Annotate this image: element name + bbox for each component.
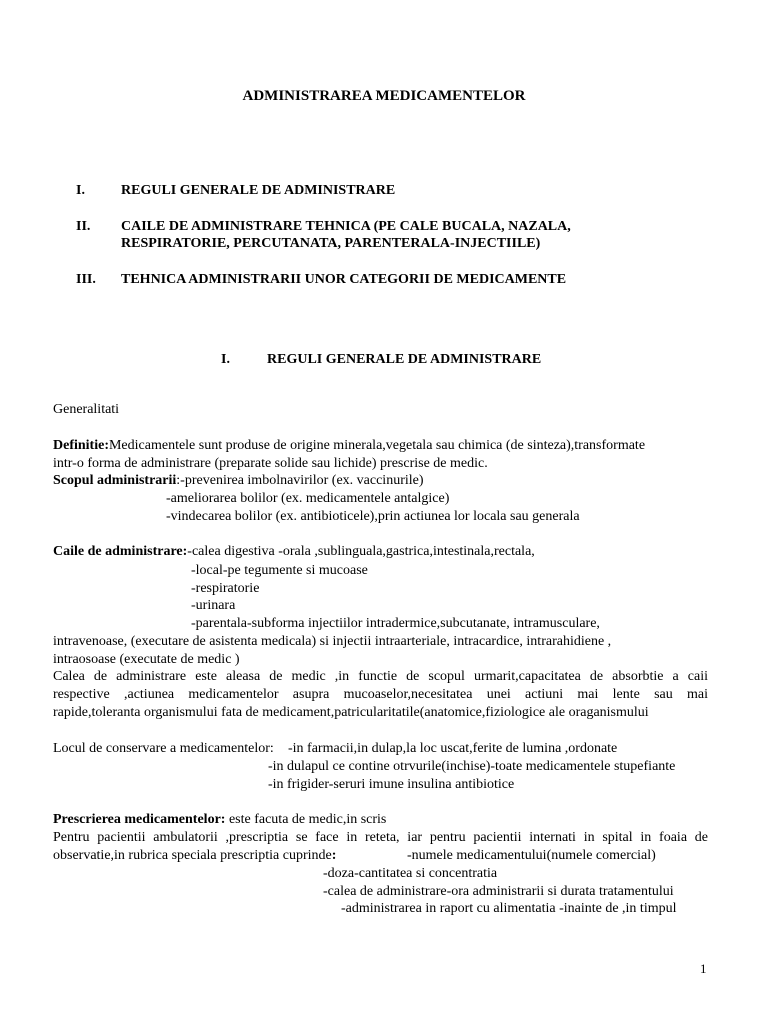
route-choice-line: respective ,actiunea medicamentelor asupra mucoaselor,necesitatea unei actiuni mai lente sau mai bbox=[53, 687, 708, 702]
purpose-item: :-prevenirea imbolnavirilor (ex. vaccinurile) bbox=[176, 473, 424, 488]
storage-item: -in frigider-seruri imune insulina antibiotice bbox=[268, 777, 515, 792]
section-number: I. bbox=[221, 352, 230, 367]
storage-label: Locul de conservare a medicamentelor: bbox=[53, 741, 274, 756]
route-item: -parentala-subforma injectiilor intradermice,subcutanate, intramusculare, bbox=[191, 616, 600, 631]
routes-label: Caile de administrare: bbox=[53, 544, 188, 559]
route-choice-line: Calea de administrare este aleasa de medic ,in functie de scopul urmarit,capacitatea de absorbtie a caii bbox=[53, 669, 708, 684]
definition-text: Medicamentele sunt produse de origine minerala,vegetala sau chimica (de sinteza),transformate bbox=[108, 438, 646, 453]
route-item: -urinara bbox=[191, 598, 236, 613]
definition-line bbox=[53, 437, 645, 455]
prescription-text: observatie,in rubrica speciala prescriptia cuprinde bbox=[53, 848, 332, 863]
toc-item: REGULI GENERALE DE ADMINISTRARE bbox=[121, 183, 396, 198]
prescription-item: -doza-cantitatea si concentratia bbox=[323, 866, 498, 881]
toc-item: CAILE DE ADMINISTRARE TEHNICA (PE CALE BUCALA, NAZALA, bbox=[121, 219, 571, 234]
toc-number: I. bbox=[76, 183, 85, 198]
prescription-line-3 bbox=[53, 847, 336, 865]
route-continuation: intraosoase (executate de medic ) bbox=[53, 652, 240, 667]
purpose-item: -vindecarea bolilor (ex. antibioticele),prin actiunea lor locala sau generala bbox=[166, 509, 580, 524]
definition-label: Definitie: bbox=[53, 438, 109, 453]
route-choice-line: rapide,toleranta organismului fata de medicament,patricularitatile(anatomice,fiziologice ale oraganismului bbox=[53, 705, 649, 720]
routes-line bbox=[53, 543, 535, 561]
toc-number: III. bbox=[76, 272, 96, 287]
prescription-colon: : bbox=[331, 848, 337, 863]
prescription-line-2: Pentru pacientii ambulatorii ,prescriptia se face in reteta, iar pentru pacientii internati in spital in foaia de bbox=[53, 830, 708, 845]
prescription-item: -administrarea in raport cu alimentatia -inainte de ,in timpul bbox=[341, 901, 677, 916]
toc-item: TEHNICA ADMINISTRARII UNOR CATEGORII DE MEDICAMENTE bbox=[121, 272, 567, 287]
subheading-generalitati: Generalitati bbox=[53, 402, 120, 417]
route-item: -local-pe tegumente si mucoase bbox=[191, 563, 368, 578]
purpose-label: Scopul administrarii bbox=[53, 473, 177, 488]
toc-item-continued: RESPIRATORIE, PERCUTANATA, PARENTERALA-INJECTIILE) bbox=[121, 236, 541, 251]
purpose-item: -ameliorarea bolilor (ex. medicamentele antalgice) bbox=[166, 491, 450, 506]
prescription-item: -calea de administrare-ora administrarii si durata tratamentului bbox=[323, 884, 674, 899]
definition-line-2: intr-o forma de administrare (preparate solide sau lichide) prescrise de medic. bbox=[53, 456, 488, 471]
storage-item: -in farmacii,in dulap,la loc uscat,ferite de lumina ,ordonate bbox=[288, 741, 618, 756]
storage-item: -in dulapul ce contine otrvurile(inchise)-toate medicamentele stupefiante bbox=[268, 759, 676, 774]
route-continuation: intravenoase, (executare de asistenta medicala) si injectii intraarteriale, intracardice, intrarahidiene , bbox=[53, 634, 612, 649]
route-item: -respiratorie bbox=[191, 581, 260, 596]
section-title: REGULI GENERALE DE ADMINISTRARE bbox=[267, 352, 542, 367]
document-title: ADMINISTRAREA MEDICAMENTELOR bbox=[242, 88, 526, 104]
prescription-line bbox=[53, 811, 386, 829]
toc-number: II. bbox=[76, 219, 91, 234]
prescription-text: este facuta de medic,in scris bbox=[225, 812, 387, 827]
prescription-item: -numele medicamentului(numele comercial) bbox=[407, 848, 656, 863]
purpose-line bbox=[53, 472, 424, 490]
prescription-label: Prescrierea medicamentelor: bbox=[53, 812, 226, 827]
route-item: -calea digestiva -orala ,sublinguala,gastrica,intestinala,rectala, bbox=[187, 544, 535, 559]
page-number: 1 bbox=[700, 961, 707, 976]
